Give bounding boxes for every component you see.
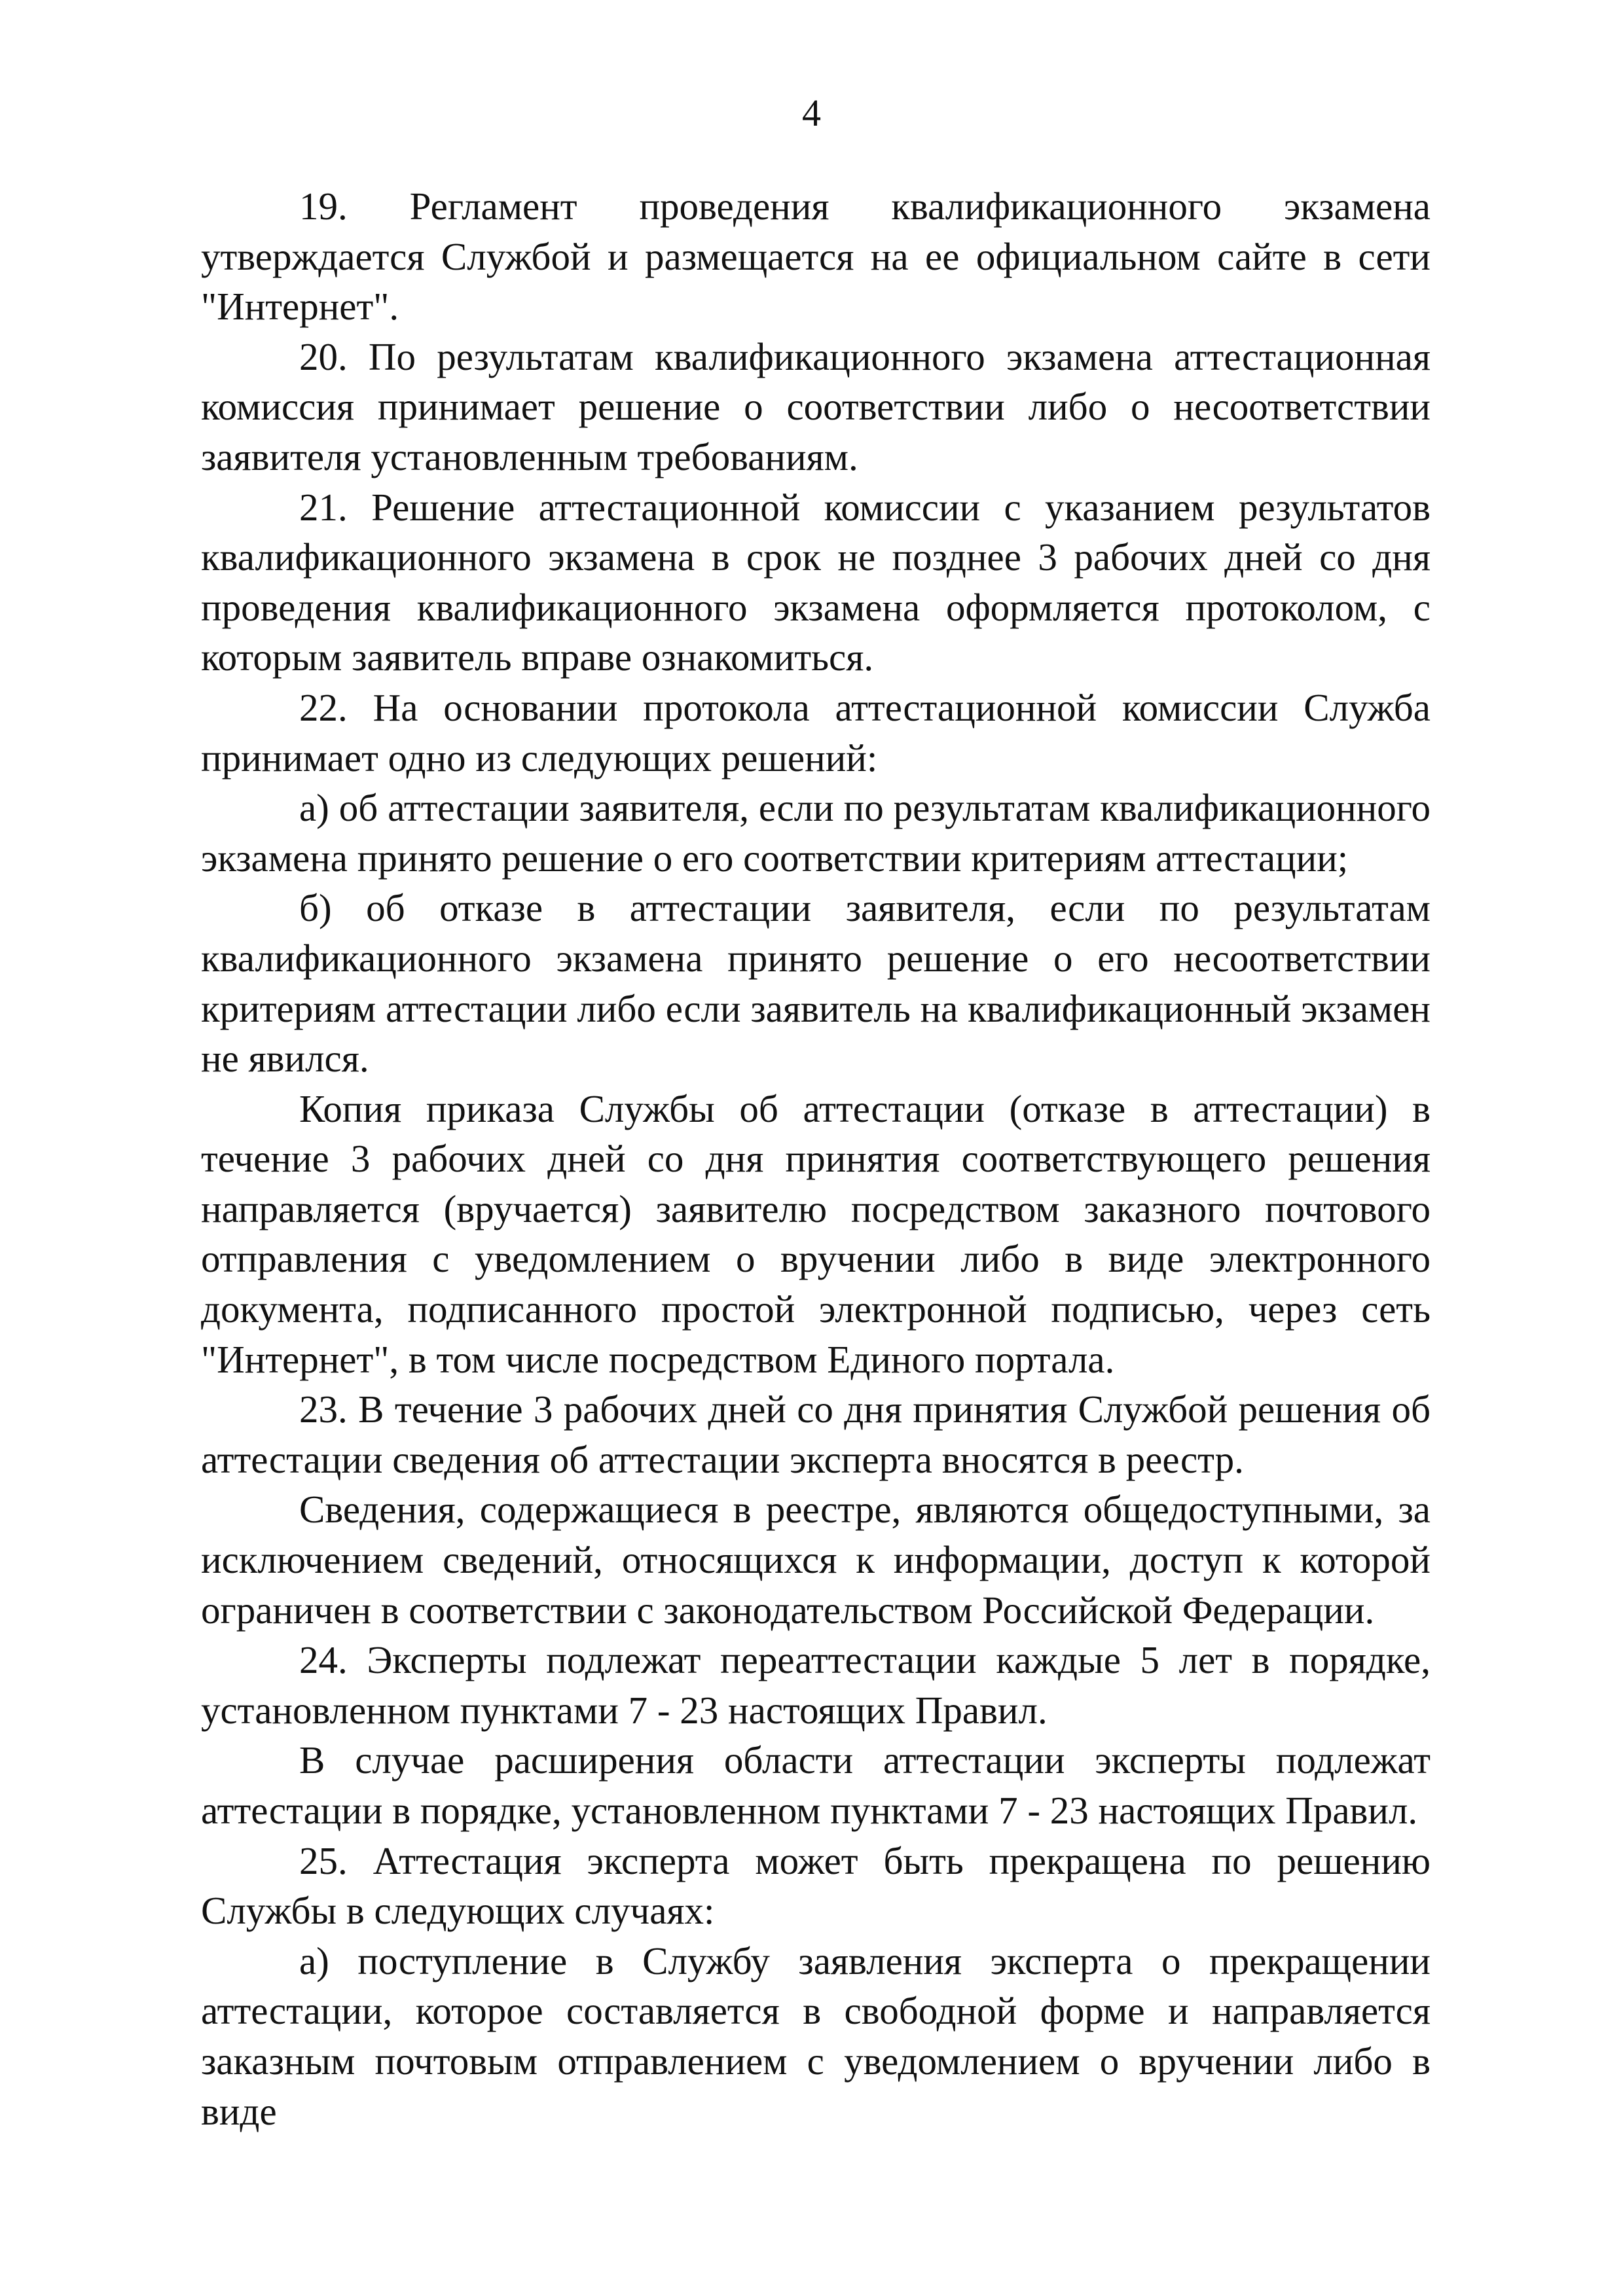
paragraph-21: 21. Решение аттестационной комиссии с указанием результатов квалификационного экзамена в срок не позднее 3 рабочих дней со дня проведения квалификационного экзамена оформляется протоколом, с которым заявитель вправе ознакомиться. bbox=[201, 485, 1431, 679]
paragraph-25-a: а) поступление в Службу заявления эксперта о прекращении аттестации, которое составляется в свободной форме и направляется заказным почтовым отправлением с уведомлением о вручении либо в виде bbox=[201, 1939, 1431, 2133]
paragraph-20: 20. По результатам квалификационного экзамена аттестационная комиссия принимает решение о соответствии либо о несоответствии заявителя установленным требованиям. bbox=[201, 334, 1431, 478]
paragraph-order-copy: Копия приказа Службы об аттестации (отказе в аттестации) в течение 3 рабочих дней со дня принятия соответствующего решения направляется (вручается) заявителю посредством заказного почтового отправления с уведомлением о вручении либо в виде электронного документа, подписанного простой электронной подписью, через сеть "Интернет", в том числе посредством Единого портала. bbox=[201, 1086, 1431, 1381]
paragraph-24: 24. Эксперты подлежат переаттестации каждые 5 лет в порядке, установленном пунктами 7 - 23 настоящих Правил. bbox=[201, 1638, 1431, 1732]
paragraph-22-b: б) об отказе в аттестации заявителя, если по результатам квалификационного экзамена принято решение о его несоответствии критериям аттестации либо если заявитель на квалификационный экзамен не явился. bbox=[201, 886, 1431, 1081]
paragraph-19: 19. Регламент проведения квалификационного экзамена утверждается Службой и размещается на ее официальном сайте в сети "Интернет". bbox=[201, 185, 1431, 329]
document-body bbox=[201, 181, 1431, 2136]
paragraph-23: 23. В течение 3 рабочих дней со дня принятия Службой решения об аттестации сведения об аттестации эксперта вносятся в реестр. bbox=[201, 1388, 1431, 1481]
page-number: 4 bbox=[802, 92, 821, 134]
paragraph-22: 22. На основании протокола аттестационной комиссии Служба принимает одно из следующих решений: bbox=[201, 685, 1431, 780]
paragraph-22-a: а) об аттестации заявителя, если по результатам квалификационного экзамена принято решение о его соответствии критериям аттестации; bbox=[201, 786, 1431, 880]
paragraph-25: 25. Аттестация эксперта может быть прекращена по решению Службы в следующих случаях: bbox=[201, 1839, 1431, 1933]
paragraph-expansion: В случае расширения области аттестации эксперты подлежат аттестации в порядке, установленном пунктами 7 - 23 настоящих Правил. bbox=[201, 1738, 1431, 1832]
paragraph-registry-info: Сведения, содержащиеся в реестре, являются общедоступными, за исключением сведений, относящихся к информации, доступ к которой ограничен в соответствии с законодательством Российской Федерации. bbox=[201, 1488, 1431, 1632]
